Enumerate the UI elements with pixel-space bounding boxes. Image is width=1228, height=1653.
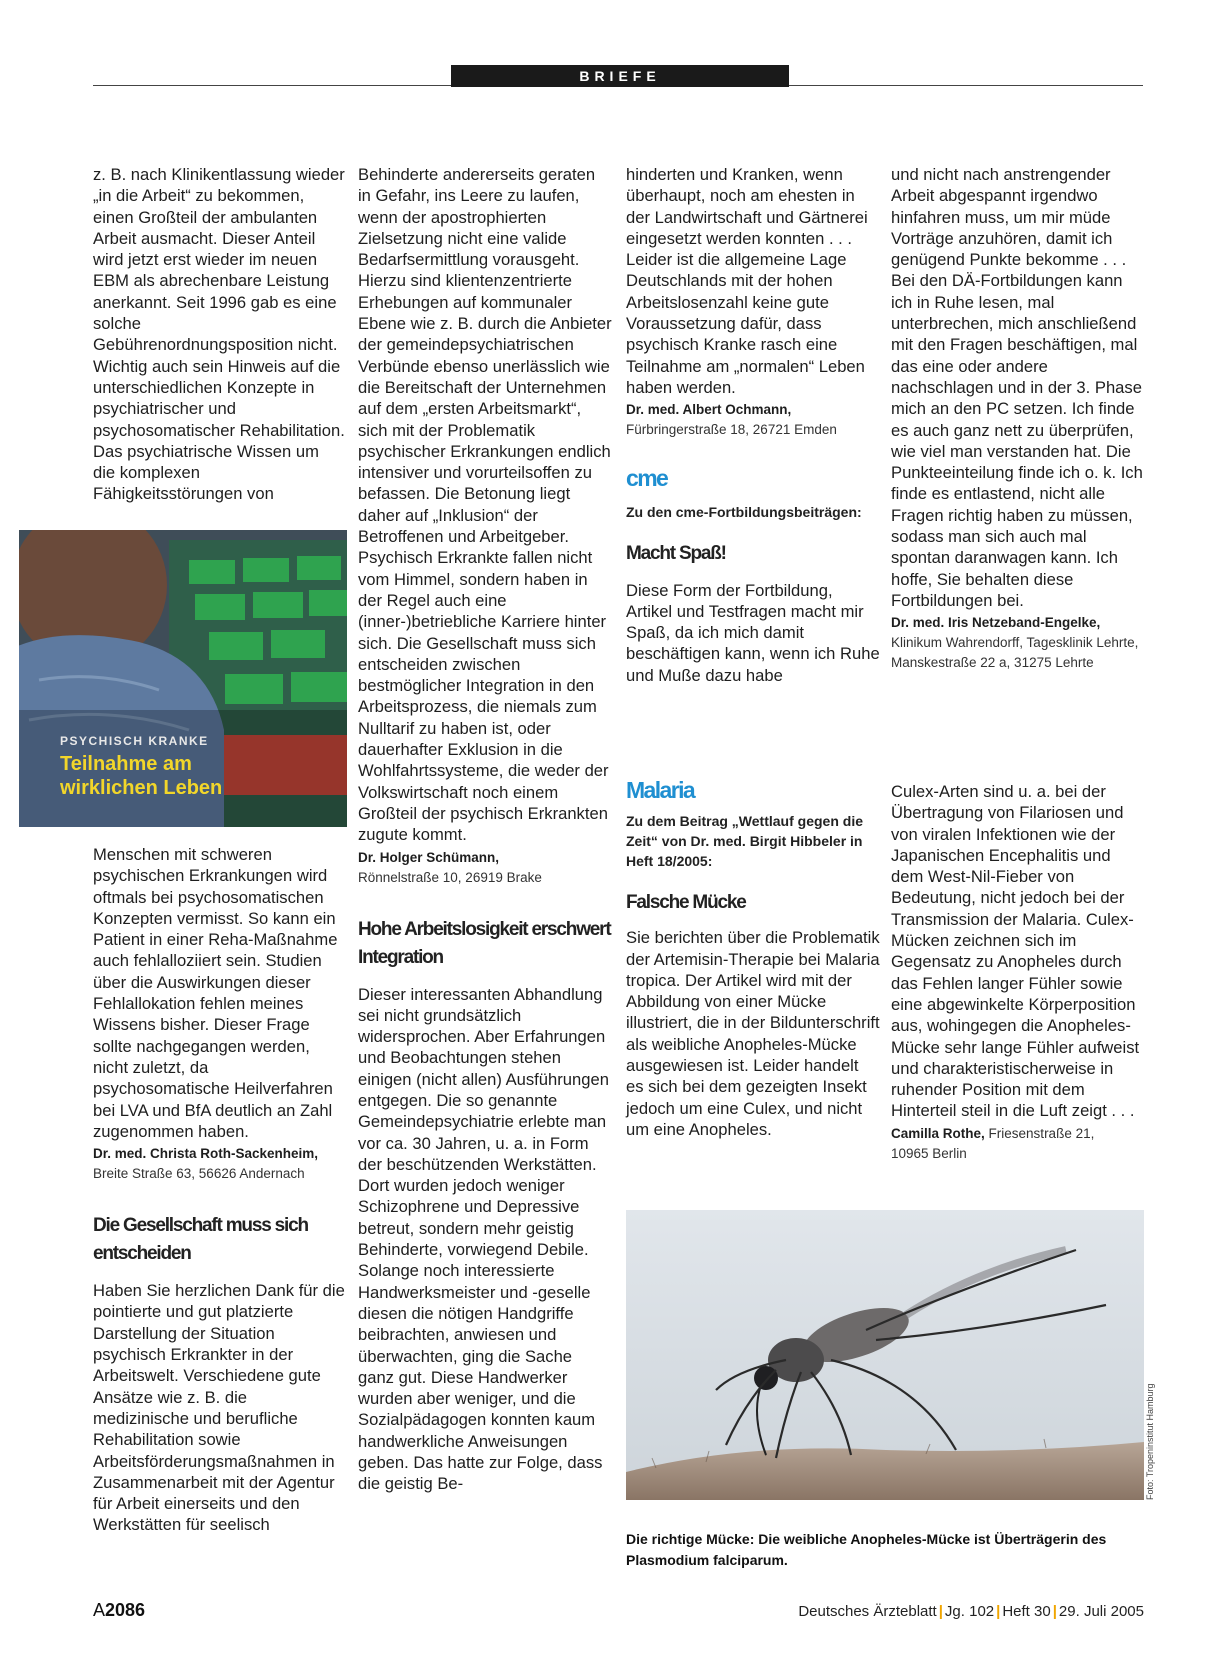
letter-subhead: Hohe Arbeitslosigkeit erschwert Integration: [358, 918, 611, 968]
paragraph: z. B. nach Klinikentlassung wieder „in die Arbeit“ zu bekommen, einen Großteil der ambulanten Arbeit ausmacht. Dieser Anteil wird jetzt erst wieder im neuen EBM als abrechenbare Leistung anerkannt. Seit 1996 gab es eine solche Gebührenordnungsposition nicht. Wichtig auch sein Hinweis auf die unterschiedlichen Konzepte in psychiatrischer und psychosomatischer Rehabilitation. Das psychiatrische Wissen um die komplexen Fähigkeitsstörungen von: [93, 165, 345, 504]
photo-credit: Foto: Tropeninstitut Hamburg: [1145, 1383, 1155, 1500]
journal-name: Deutsches Ärzteblatt: [798, 1603, 937, 1620]
journal-volume: Jg. 102: [944, 1603, 995, 1620]
letter-signature: Dr. med. Christa Roth-Sackenheim,: [93, 1146, 319, 1162]
reference-line: Zu den cme-Fortbildungsbeiträgen:: [626, 503, 862, 520]
column-3-top: [626, 164, 880, 686]
letter-signature: Dr. Holger Schümann,: [358, 849, 500, 865]
letter-subhead: Macht Spaß!: [626, 542, 726, 564]
letter-subhead: Die Gesellschaft muss sich entscheiden: [93, 1215, 308, 1265]
letter-address-inline: Friesenstraße 21,: [988, 1125, 1095, 1141]
paragraph: Diese Form der Fortbildung, Artikel und Testfragen macht mir Spaß, da ich mich damit beschäftigen kann, wenn ich Ruhe und Muße dazu habe: [626, 580, 880, 685]
column-4-bottom: [891, 781, 1144, 1164]
column-2: [358, 164, 612, 1495]
figure-caption: Die richtige Mücke: Die weibliche Anopheles-Mücke ist Überträgerin des Plasmodium falciparum.: [626, 1531, 1107, 1568]
column-1-top: [93, 164, 345, 505]
letter-subhead: Falsche Mücke: [626, 892, 746, 914]
journal-date: 29. Juli 2005: [1058, 1603, 1144, 1620]
page-prefix: A: [93, 1600, 106, 1620]
letter-signature: Dr. med. Albert Ochmann,: [626, 402, 792, 418]
letter-address: Rönnelstraße 10, 26919 Brake: [358, 869, 542, 885]
topic-title: cme: [626, 465, 668, 492]
photo-title: [60, 752, 222, 800]
paragraph: Culex-Arten sind u. a. bei der Übertragung von Filariosen und von viralen Infektionen wie der Japanischen Encephalitis und dem West-Nil-Fieber von Bedeutung, nicht jedoch bei der Transmission der Malaria. Culex-Mücken zeichnen sich im Gegensatz zu Anopheles durch das Fehlen langer Fühler sowie eine abgewinkelte Körperposition aus, wohingegen die Anopheles-Mücke sehr lange Fühler aufweist und charakteristischerweise in ruhender Position mit dem Hinterteil steil in die Luft zeigt . . .: [891, 782, 1140, 1121]
letter-address: 10965 Berlin: [891, 1145, 967, 1161]
letter-address: Klinikum Wahrendorff, Tagesklinik Lehrte, Manskestraße 22 a, 31275 Lehrte: [891, 635, 1139, 671]
paragraph: Dieser interessanten Abhandlung sei nicht grundsätzlich widersprochen. Aber Erfahrungen und Beobachtungen stehen einigen (nicht allen) Ausführungen entgegen. Die so genannte Gemeindepsychiatrie erlebte man vor ca. 30 Jahren, u. a. in Form der beschützenden Werkstätten. Dort wurden jedoch weniger Schizophrene und Depressive betreut, sondern mehr geistig Behinderte, vorwiegend Debile. Solange noch interessierte Handwerksmeister und -geselle diesen die nötigen Handgriffe beibrachten, anwiesen und überwachten, ging die Sache ganz gut. Diese Handwerker wurden aber weniger, und die Sozialpädagogen konnten kaum handwerkliche Anweisungen geben. Das hatte zur Folge, dass die geistig Be-: [358, 984, 609, 1494]
photo-title-line: wirklichen Leben: [60, 777, 223, 799]
paragraph: Haben Sie herzlichen Dank für die pointierte und gut platzierte Darstellung der Situation psychisch Erkrankter in der Arbeitswelt. Verschiedene gute Ansätze wie z. B. die medizinische und berufliche Rehabilitation sowie Arbeitsförderungsmaßnahmen in Zusammenarbeit mit der Agentur für Arbeit einerseits und den Werkstätten für seelisch: [93, 1281, 345, 1535]
mosquito-image: [626, 1210, 1144, 1500]
paragraph: Sie berichten über die Problematik der Artemisin-Therapie bei Malaria tropica. Der Artikel wird mit der Abbildung von einer Mücke illustriert, die in der Bildunterschrift als weibliche Anopheles-Mücke ausgewiesen ist. Leider handelt es sich bei dem gezeigten Insekt jedoch um eine Culex, und nicht um eine Anopheles.: [626, 928, 880, 1139]
paragraph: Behinderte andererseits geraten in Gefahr, ins Leere zu laufen, wenn der apostrophierten Zielsetzung nicht eine valide Bedarfsermittlung vorausgeht. Hierzu sind klientenzentrierte Erhebungen auf kommunaler Ebene wie z. B. durch die Anbieter der gemeindepsychiatrischen Verbünde ebenso unerlässlich wie die Bereitschaft der Unternehmen auf dem „ersten Arbeitsmarkt“, sich mit der Problematik psychischer Erkrankungen endlich intensiver und vorurteilsoffen zu befassen. Die Betonung liegt daher auf „Inklusion“ der Betroffenen und Arbeitgeber. Psychisch Erkrankte fallen nicht vom Himmel, sondern haben in der Regel auch eine (inner-)betriebliche Karriere hinter sich. Die Gesellschaft muss sich entscheiden zwischen bestmöglicher Integration in den Arbeitsprozess, die niemals zum Nulltarif zu haben ist, oder dauerhafter Exklusion in die Wohlfahrtssysteme, die weder der Volkswirtschaft noch einem Großteil der psychisch Erkrankten zugute kommt.: [358, 165, 612, 845]
photo-title-line: Teilnahme am: [60, 753, 192, 775]
page-number: [93, 1600, 145, 1621]
letter-signature: Camilla Rothe,: [891, 1125, 985, 1141]
mosquito-photo: [626, 1210, 1144, 1500]
journal-footer: Deutsches Ärzteblatt | Jg. 102 | Heft 30 | 29. Juli 2005: [798, 1603, 1144, 1620]
paragraph: und nicht nach anstrengender Arbeit abgespannt irgendwo hinfahren muss, um mir müde Vorträge anzuhören, damit ich genügend Punkte bekomme . . . Bei den DÄ-Fortbildungen kann ich in Ruhe lesen, mal unterbrechen, mich anschließend mit den Fragen beschäftigen, mal das eine oder andere nachschlagen und in der 3. Phase mich an den PC setzen. Ich finde es auch ganz nett zu überprüfen, wie viel man verstanden hat. Die Punkteeinteilung finde ich o. k. Ich finde es entlastend, nicht alle Fragen richtig haben zu müssen, sodass man sich auch mal spontan daranwagen kann. Ich hoffe, Sie behalten diese Fortbildungen bei.: [891, 165, 1143, 610]
paragraph: Menschen mit schweren psychischen Erkrankungen wird oftmals bei psychosomatischen Konzepten vermisst. So kann ein Patient in einer Reha-Maßnahme auch fehlalloziiert sein. Studien über die Auswirkungen dieser Fehlallokation fehlen meines Wissens bisher. Dieser Frage sollte nachgegangen werden, nicht zuletzt, da psychosomatische Heilverfahren bei LVA und BfA deutlich an Zahl zugenommen haben.: [93, 845, 338, 1141]
column-3-bottom: [626, 777, 880, 1140]
reference-line: Zu dem Beitrag „Wettlauf gegen die Zeit“ von Dr. med. Birgit Hibbeler in Heft 18/2005:: [626, 813, 863, 870]
section-header: BRIEFE: [451, 65, 789, 87]
paragraph: hinderten und Kranken, wenn überhaupt, noch am ehesten in der Landwirtschaft und Gärtnerei eingesetzt werden konnten . . . Leider ist die allgemeine Lage Deutschlands mit der hohen Arbeitslosenzahl keine gute Voraussetzung dafür, dass psychisch Kranke rasch eine Teilnahme am „normalen“ Leben haben werden.: [626, 165, 868, 397]
letter-address: Fürbringerstraße 18, 26721 Emden: [626, 422, 837, 438]
topic-title: Malaria: [626, 777, 695, 803]
photo-psychisch-kranke: [19, 530, 347, 827]
photo-overline: PSYCHISCH KRANKE: [60, 734, 209, 748]
letter-signature: Dr. med. Iris Netzeband-Engelke,: [891, 615, 1101, 631]
journal-issue: Heft 30: [1002, 1603, 1051, 1620]
page-number-value: 2086: [105, 1600, 146, 1620]
column-1-bottom: [93, 844, 347, 1536]
letter-signature-line: [891, 1124, 1144, 1144]
letter-address: Breite Straße 63, 56626 Andernach: [93, 1166, 305, 1182]
column-4-top: [891, 164, 1144, 673]
